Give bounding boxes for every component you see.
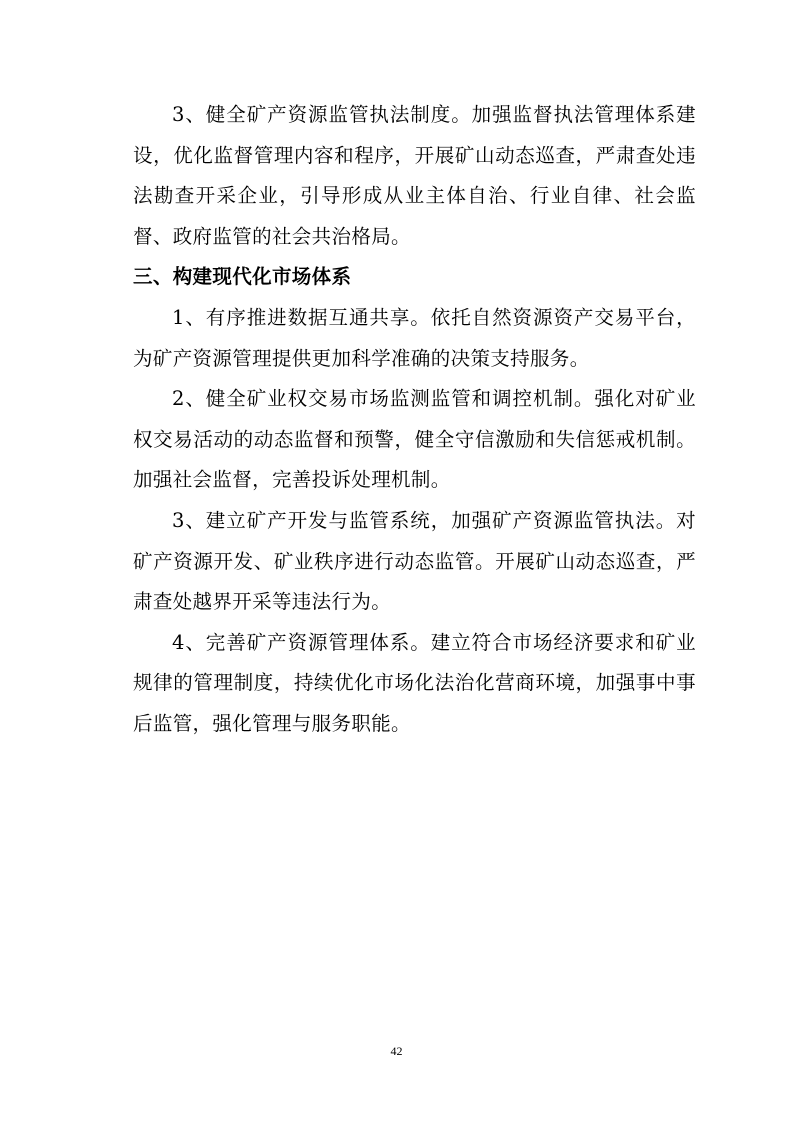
paragraph-enforcement-system: 3、健全矿产资源监管执法制度。加强监督执法管理体系建设，优化监督管理内容和程序，开展矿山动态巡查，严肃查处违法勘查开采企业，引导形成从业主体自治、行业自律、社会监督、政府监管的社会共治格局。 (133, 103, 696, 248)
section-heading: 三、构建现代化市场体系 (133, 265, 352, 289)
document-body (133, 95, 696, 745)
paragraph-data-sharing: 1、有序推进数据互通共享。依托自然资源资产交易平台，为矿产资源管理提供更加科学准确的决策支持服务。 (133, 305, 696, 370)
page-number: 42 (390, 1044, 403, 1058)
paragraph-trading-market: 2、健全矿业权交易市场监测监管和调控机制。强化对矿业权交易活动的动态监督和预警，健全守信激励和失信惩戒机制。加强社会监督，完善投诉处理机制。 (133, 387, 696, 492)
paragraph-management-system: 4、完善矿产资源管理体系。建立符合市场经济要求和矿业规律的管理制度，持续优化市场化法治化营商环境，加强事中事后监管，强化管理与服务职能。 (133, 630, 696, 735)
paragraph-development-supervision: 3、建立矿产开发与监管系统，加强矿产资源监管执法。对矿产资源开发、矿业秩序进行动态监管。开展矿山动态巡查，严肃查处越界开采等违法行为。 (133, 508, 696, 614)
